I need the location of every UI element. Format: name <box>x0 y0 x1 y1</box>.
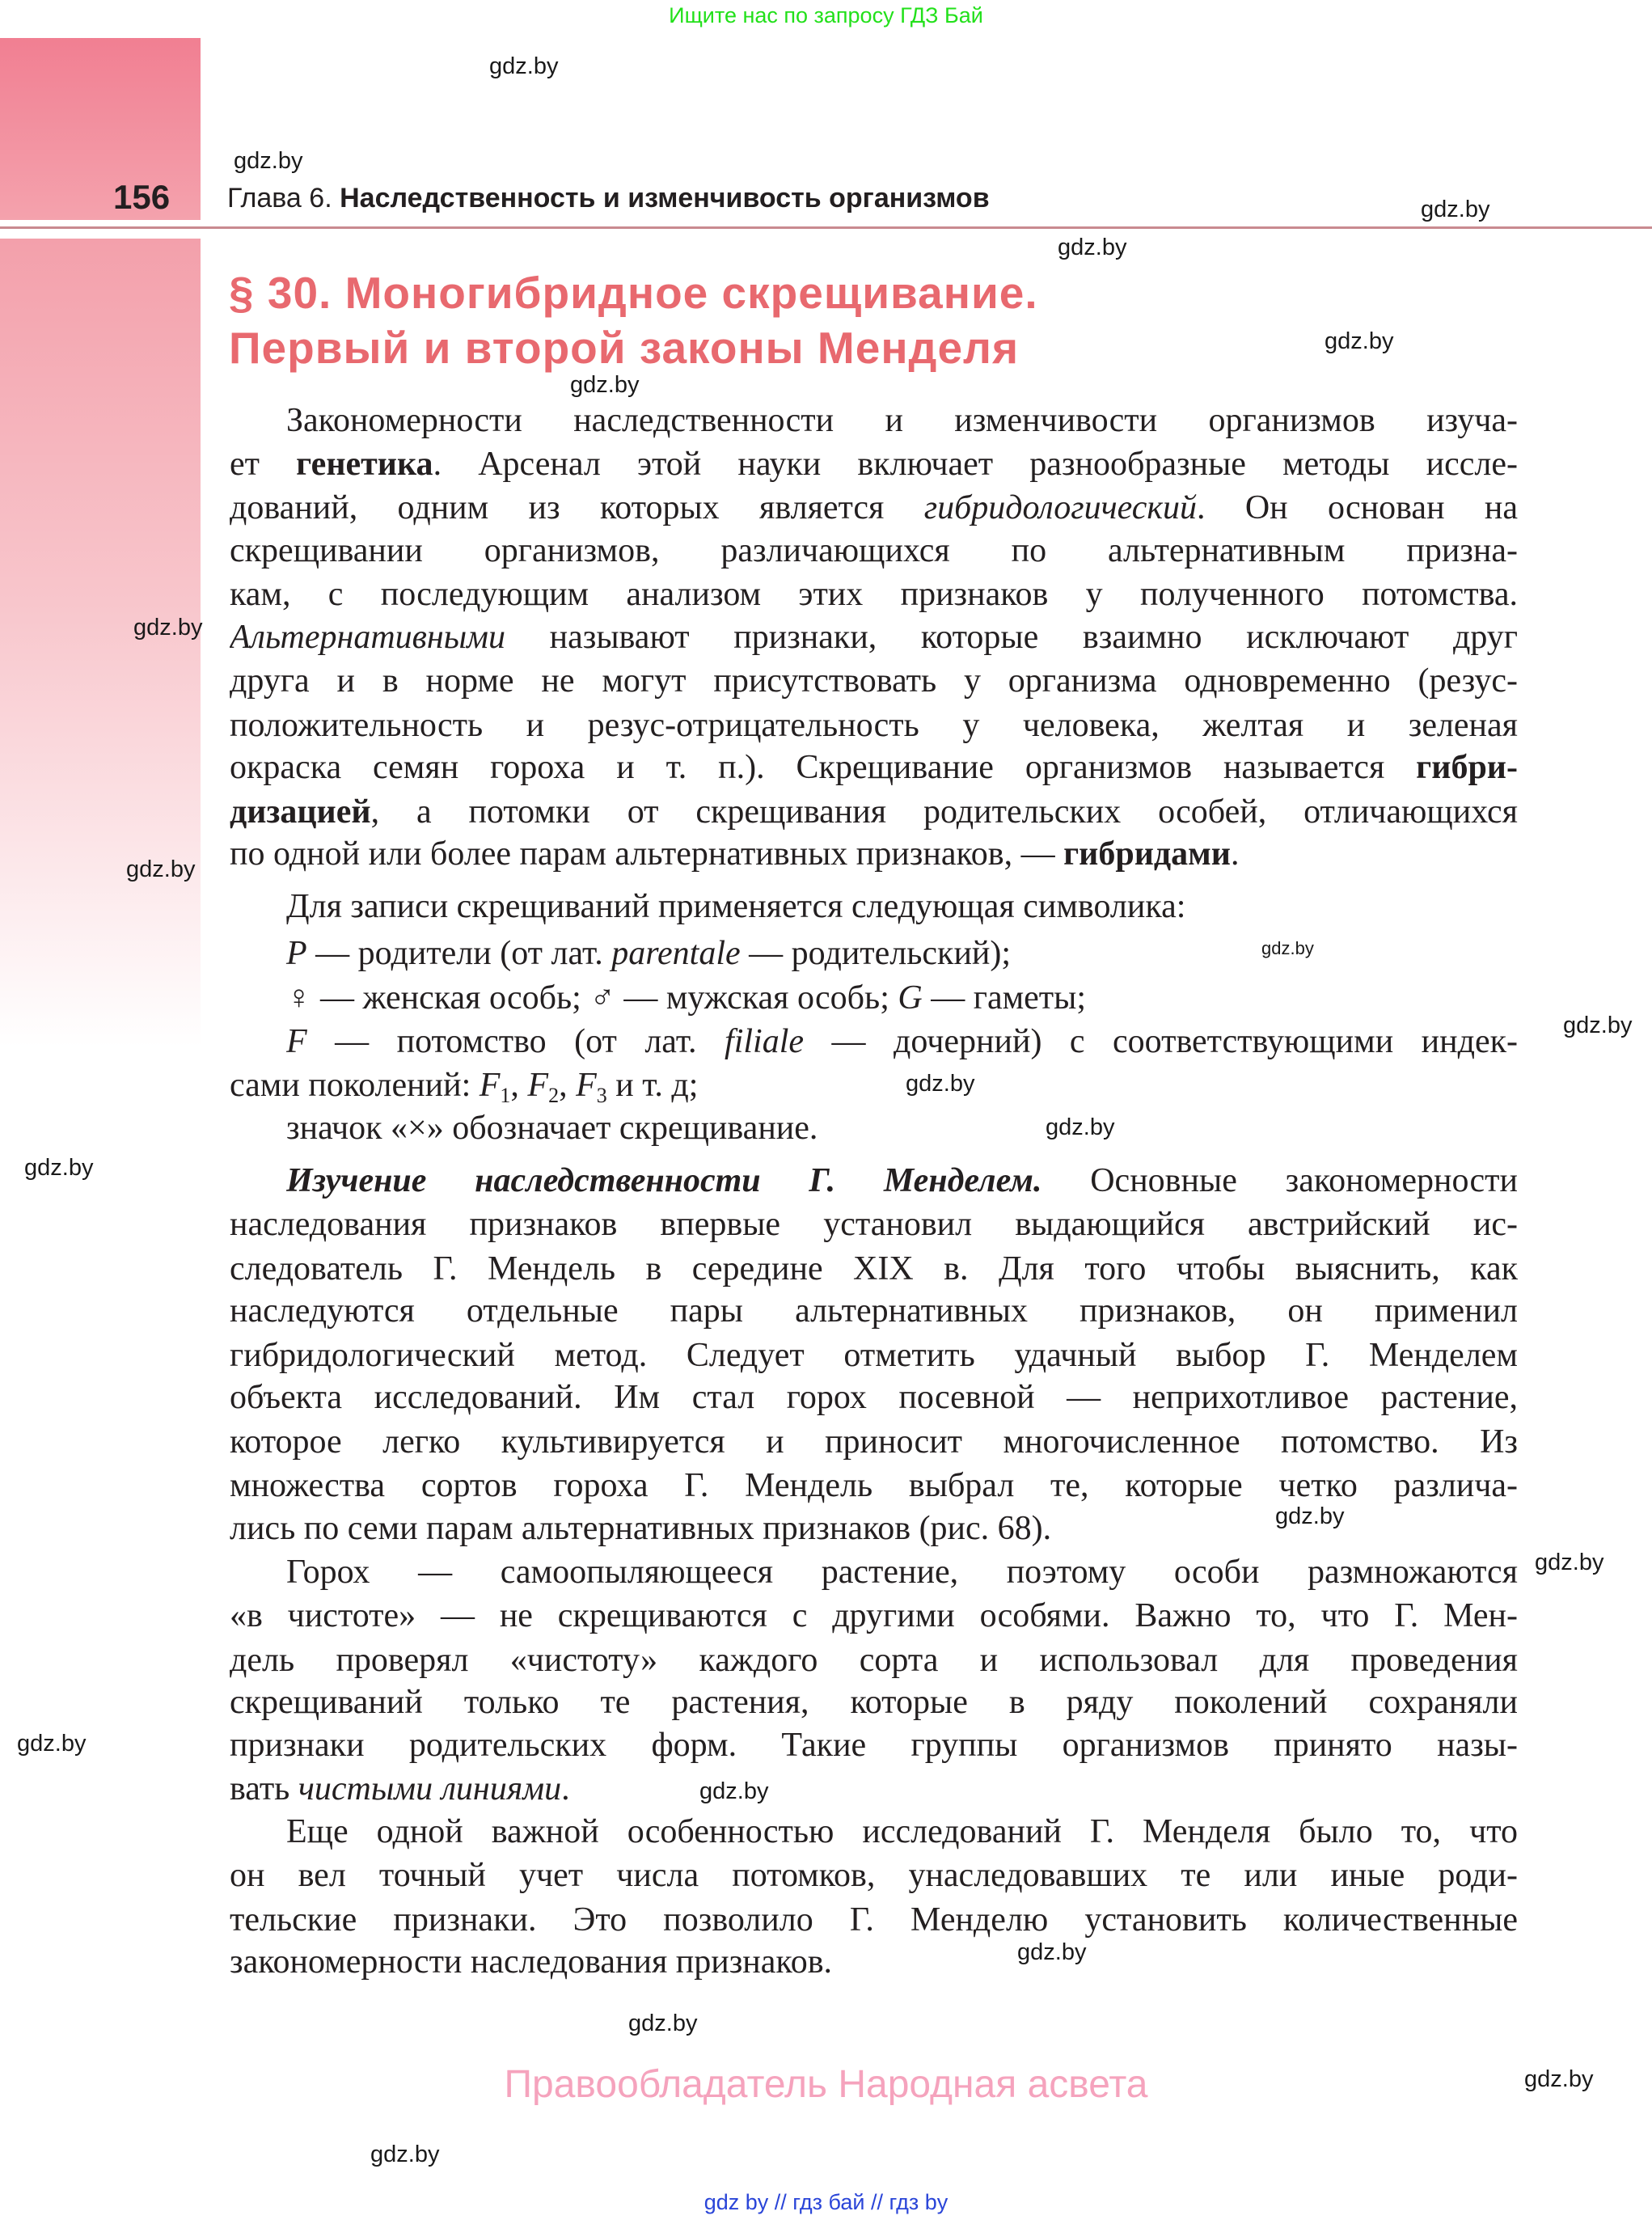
search-hint-banner: Ищите нас по запросу ГДЗ Бай <box>669 3 983 27</box>
text-segment: сами поколений: <box>230 1067 480 1104</box>
watermark: gdz.by <box>126 856 196 882</box>
text-segment: объекта исследований. Им стал горох посевной — неприхотливое растение, <box>230 1379 1518 1416</box>
term-italic: parentale <box>611 935 741 972</box>
text-line <box>230 704 1518 747</box>
text-segment: — дочерний) с соответствующими индек- <box>804 1023 1518 1060</box>
text-segment: гибридологический метод. Следует отметить удачный выбор Г. Менделем <box>230 1337 1518 1374</box>
term-italic: filiale <box>725 1023 805 1060</box>
text-line <box>230 1063 1518 1107</box>
watermark: gdz.by <box>1524 2066 1594 2092</box>
text-line <box>230 1420 1518 1464</box>
text-line <box>230 1247 1518 1291</box>
text-line <box>230 1334 1518 1377</box>
text-line <box>286 399 1518 442</box>
site-links[interactable]: gdz by // гдз бай // гдз by <box>703 2190 949 2214</box>
watermark: gdz.by <box>1421 197 1490 222</box>
watermark: gdz.by <box>24 1155 94 1181</box>
text-line <box>286 1106 1518 1150</box>
text-line <box>230 1767 1518 1811</box>
text-line <box>286 885 1518 928</box>
watermark: gdz.by <box>370 2142 440 2167</box>
chapter-header <box>227 183 990 214</box>
text-segment: он вел точный учет числа потомков, унаследовавших те или иные роди- <box>230 1857 1518 1894</box>
text-line <box>230 615 1518 659</box>
text-line <box>230 746 1518 789</box>
watermark: gdz.by <box>489 53 559 79</box>
text-segment: ет <box>230 446 297 483</box>
text-segment: Основные закономерности <box>1041 1162 1518 1199</box>
text-segment: положительность и резус-отрицательность у человека, желтая и зеленая <box>230 707 1518 744</box>
watermark: gdz.by <box>1275 1503 1345 1529</box>
term-italic: F <box>479 1067 501 1104</box>
text-segment: закономерности наследования признаков. <box>230 1943 833 1981</box>
text-line <box>230 790 1518 834</box>
text-line <box>230 1594 1518 1638</box>
text-segment: дель проверял «чистоту» каждого сорта и использовал для проведения <box>230 1642 1518 1679</box>
watermark: gdz.by <box>699 1778 769 1804</box>
text-line <box>230 1203 1518 1246</box>
watermark: gdz.by <box>234 148 303 174</box>
text-segment: по одной или более парам альтернативных признаков, — <box>230 835 1064 873</box>
term-italic: гибридологический <box>923 489 1198 526</box>
term-italic: F <box>576 1067 597 1104</box>
text-line <box>230 573 1518 616</box>
watermark: gdz.by <box>906 1071 975 1097</box>
text-line <box>230 1376 1518 1419</box>
text-segment: которое легко культивируется и приносит многочисленное потомство. Из <box>230 1423 1518 1461</box>
chapter-prefix: Глава 6. <box>227 183 332 214</box>
text-segment: лись по семи парам альтернативных признаков (рис. 68). <box>230 1510 1052 1547</box>
page-number-tab <box>0 38 201 220</box>
text-segment: тельские признаки. Это позволило Г. Менделю установить количественные <box>230 1901 1518 1939</box>
text-line <box>230 832 1518 876</box>
text-segment: признаки родительских форм. Такие группы организмов принято назы- <box>230 1727 1518 1764</box>
subscript: 1 <box>500 1084 511 1107</box>
term-italic: F <box>527 1067 549 1104</box>
text-line <box>230 1898 1518 1942</box>
text-segment: Для записи скрещиваний применяется следующая символика: <box>286 888 1186 925</box>
watermark: gdz.by <box>1017 1939 1087 1965</box>
section-title-line-2: Первый и второй законы Менделя <box>229 323 1020 373</box>
term-italic: G <box>898 979 923 1017</box>
margin-gradient <box>0 239 201 1047</box>
text-segment: множества сортов гороха Г. Мендель выбрал те, которые четко различа- <box>230 1467 1518 1504</box>
watermark: gdz.by <box>133 615 203 641</box>
text-segment: наследуются отдельные пары альтернативных признаков, он применил <box>230 1292 1518 1330</box>
chapter-title: Наследственность и изменчивость организмов <box>340 183 990 214</box>
watermark: gdz.by <box>17 1731 87 1757</box>
text-line <box>230 442 1518 486</box>
text-segment: значок «×» обозначает скрещивание. <box>286 1110 818 1147</box>
term-bold: генетика <box>296 446 433 483</box>
term-bold: дизацией <box>230 793 371 831</box>
text-segment: окраска семян гороха и т. п.). Скрещивание организмов называется <box>230 749 1417 786</box>
subscript: 3 <box>596 1084 607 1107</box>
text-segment: . Он основан на <box>1197 489 1518 526</box>
text-line <box>286 932 1518 975</box>
text-segment: дований, одним из которых является <box>230 489 924 526</box>
text-line <box>286 1020 1518 1063</box>
watermark: gdz.by <box>1261 938 1314 958</box>
term-italic: чистыми линиями <box>298 1770 562 1808</box>
copyright-footer: Правообладатель Народная асвета <box>504 2063 1148 2106</box>
term-bold: гибри- <box>1416 749 1518 786</box>
text-line <box>286 976 1518 1020</box>
text-segment: Закономерности наследственности и изменчивости организмов изуча- <box>286 402 1518 439</box>
text-segment: вать <box>230 1770 298 1808</box>
text-segment: кам, с последующим анализом этих признаков у полученного потомства. <box>230 576 1518 613</box>
text-segment: , <box>510 1067 528 1104</box>
text-segment: . <box>561 1770 570 1808</box>
term-italic: F <box>286 1023 307 1060</box>
term-bold: гибридами <box>1063 835 1231 873</box>
text-line <box>230 1940 1518 1984</box>
text-segment: скрещивании организмов, различающихся по альтернативным призна- <box>230 532 1518 569</box>
watermark: gdz.by <box>1058 235 1127 260</box>
text-segment: . Арсенал этой науки включает разнообразные методы иссле- <box>433 446 1518 483</box>
text-segment: наследования признаков впервые установил выдающийся австрийский ис- <box>230 1206 1518 1243</box>
text-line <box>230 1638 1518 1682</box>
subscript: 2 <box>548 1084 560 1107</box>
text-segment: , <box>559 1067 577 1104</box>
term-italic: Альтернативными <box>230 619 505 656</box>
text-line <box>230 659 1518 703</box>
text-segment: Горох — самоопыляющееся растение, поэтому особи размножаются <box>286 1554 1518 1591</box>
text-segment: называют признаки, которые взаимно исключают друг <box>505 619 1518 656</box>
watermark: gdz.by <box>1046 1114 1115 1140</box>
text-segment: скрещиваний только те растения, которые в ряду поколений сохраняли <box>230 1684 1518 1721</box>
text-segment: «в чистоте» — не скрещиваются с другими особями. Важно то, что Г. Мен- <box>230 1597 1518 1634</box>
text-segment: — родительский); <box>740 935 1012 972</box>
text-segment: — гаметы; <box>922 979 1087 1017</box>
term-italic: P <box>286 935 307 972</box>
text-segment: Еще одной важной особенностью исследований Г. Менделя было то, что <box>286 1813 1518 1850</box>
watermark: gdz.by <box>1563 1013 1633 1038</box>
header-divider <box>0 226 1652 229</box>
text-segment: следователь Г. Мендель в середине XIX в. Для того чтобы выяснить, как <box>230 1250 1518 1287</box>
text-line <box>230 1723 1518 1767</box>
text-segment: — потомство (от лат. <box>306 1023 725 1060</box>
text-line <box>230 486 1518 530</box>
text-segment: . <box>1230 835 1240 873</box>
text-line <box>286 1550 1518 1594</box>
text-segment: друга и в норме не могут присутствовать у организма одновременно (резус- <box>230 662 1518 700</box>
text-line <box>286 1810 1518 1854</box>
text-line <box>230 529 1518 573</box>
page-number: 156 <box>113 178 171 216</box>
text-line <box>230 1681 1518 1724</box>
term-bold: Изучение наследственности Г. Менделем. <box>286 1162 1042 1199</box>
watermark: gdz.by <box>628 2010 698 2036</box>
text-line <box>286 1159 1518 1203</box>
text-segment: — родители (от лат. <box>306 935 612 972</box>
section-title-line-1: § 30. Моногибридное скрещивание. <box>229 268 1038 318</box>
text-line <box>230 1464 1518 1507</box>
text-segment: и т. д; <box>606 1067 699 1104</box>
text-segment: ♀ — женская особь; ♂ — мужская особь; <box>286 979 898 1017</box>
watermark: gdz.by <box>570 372 640 398</box>
text-line <box>230 1289 1518 1333</box>
watermark: gdz.by <box>1325 328 1394 354</box>
text-line <box>230 1854 1518 1897</box>
watermark: gdz.by <box>1535 1550 1604 1575</box>
text-segment: , а потомки от скрещивания родительских особей, отличающихся <box>370 793 1518 831</box>
